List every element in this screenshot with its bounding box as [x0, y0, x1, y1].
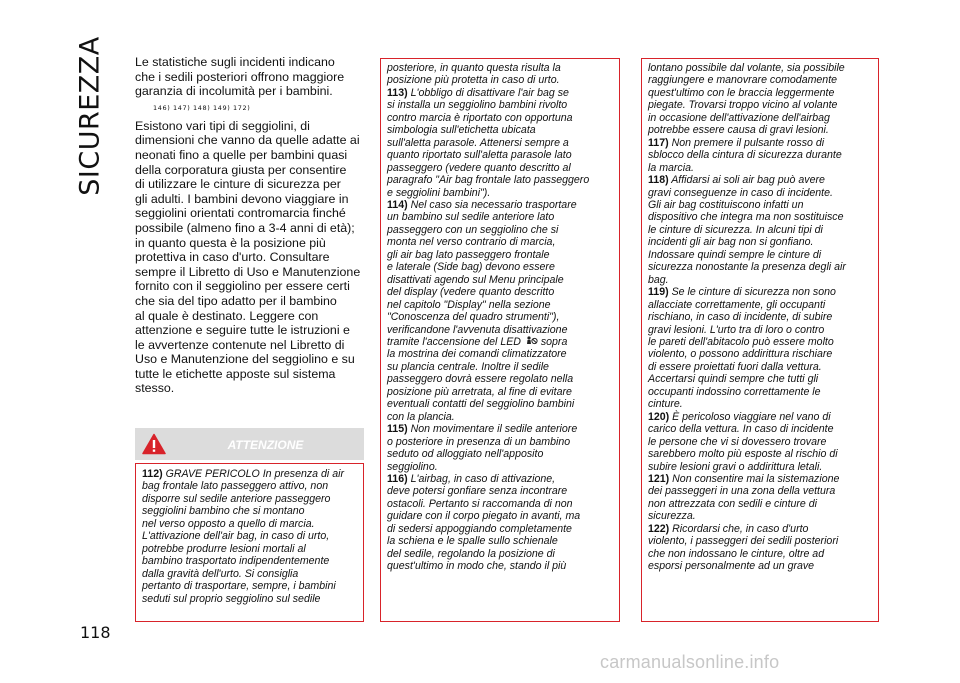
warning-number: 122): [648, 522, 670, 535]
warning-116: [387, 473, 613, 573]
warning-text: GRAVE PERICOLO In presenza di air bag frontale lato passeggero attivo, non disporre sul sedile anteriore passeggero seggiolini bambino che si montano nel verso opposto a quello di marcia. L'attivazione dell'air bag, in caso di urto, potrebbe produrre lesioni mortali al bambino trasportato indipendentemente dalla gravità dell'urto. Si consiglia pertanto di trasportare, sempre, i bambini seduti sul proprio seggiolino sul sedile: [142, 468, 344, 605]
warning-references: 146) 147) 148) 149) 172): [153, 103, 251, 112]
warning-114: [387, 199, 613, 423]
warning-text: Affidarsi ai soli air bag può avere gravi conseguenze in caso di incidente. Gli air bag costituiscono infatti un dispositivo che integra ma non sostituisce le cinture di sicurezza. In alcuni tipi di incidenti gli air bag non si gonfiano. Indossare quindi sempre le cinture di sicurezza nonostante la presenza degli air bag.: [648, 174, 846, 286]
warning-119: [648, 286, 872, 411]
warning-number: 119): [648, 286, 669, 299]
watermark-link[interactable]: carmanualsonline.info: [600, 652, 780, 672]
warning-117: [648, 137, 872, 174]
warning-number: 113): [387, 86, 408, 99]
page-number: 118: [80, 623, 111, 642]
warning-text: Ricordarsi che, in caso d'urto violento, i passeggeri dei sedili posteriori che non indossano le cinture, oltre ad esporsi personalmente ad un grave: [648, 522, 839, 573]
section-title-text: SICUREZZA: [74, 36, 106, 196]
warning-121: [648, 473, 872, 523]
warning-122: [648, 523, 872, 573]
warning-box-1: [135, 463, 364, 622]
column-1: [135, 55, 370, 396]
warning-text: Se le cinture di sicurezza non sono allacciate correttamente, gli occupanti rischiano, in caso di incidente, di subire gravi lesioni. L'urto tra di loro o contro le pareti dell'abitacolo può essere molto violento, o possono addirittura rischiare di essere proiettati fuori dalla vettura. Accertarsi quindi sempre che tutti gli occupanti indossino correttamente le cinture.: [648, 286, 836, 411]
warning-113: [387, 87, 613, 199]
warning-number: 112): [142, 468, 163, 480]
warning-number: 116): [387, 472, 408, 485]
warning-number: 117): [648, 136, 669, 149]
warning-number: 115): [387, 423, 408, 436]
warning-112: [142, 468, 357, 605]
warning-continuation: posteriore, in quanto questa risulta la posizione più protetta in caso di urto.: [387, 62, 561, 87]
warning-title: ATTENZIONE: [227, 438, 304, 452]
warning-text: Nel caso sia necessario trasportare un bambino sul sedile anteriore lato passeggero con un seggiolino che si monta nel verso contrario di marcia, gli air bag lato passeggero frontale e laterale (Side bag) devono essere disattivati agendo sul Menu principale del display (vedere quanto descritto nel capitolo "Display" nella sezione "Conoscenza del quadro strumenti"), verificandone l'avvenuta disattivazione tramite l'accensione del LED: [387, 198, 577, 348]
warning-header: [135, 428, 364, 460]
warning-text: L'obbligo di disattivare l'air bag se si installa un seggiolino bambini rivolto contro marcia è riportato con opportuna simbologia sull'etichetta ubicata sull'aletta parasole. Attenersi sempre a quanto riportato sull'aletta parasole lato passeggero (vedere quanto descritto al paragrafo "Air bag frontale lato passeggero e seggiolini bambini").: [387, 86, 590, 199]
intro-paragraph: Le statistiche sugli incidenti indicano che i sedili posteriori offrono maggiore garanzia di incolumità per i bambini.: [135, 55, 345, 99]
warning-text: L'airbag, in caso di attivazione, deve potersi gonfiare senza incontrare ostacoli. Pertanto si raccomanda di non guidare con il corpo piegato in avanti, ma di sedersi appoggiando completamente la schiena e le spalle sullo schienale del sedile, regolando la posizione di quest'ultimo in modo che, stando il più: [387, 472, 581, 573]
warning-115: [387, 423, 613, 473]
warning-number: 114): [387, 198, 408, 211]
warning-continuation: lontano possibile dal volante, sia possibile raggiungere e manovrare comodamente quest'ultimo con le braccia leggermente piegate. Trovarsi troppo vicino al volante in occasione dell'attivazione dell'airbag potrebbe essere causa di gravi lesioni.: [648, 62, 845, 137]
warning-number: 120): [648, 410, 670, 423]
warning-text: Non consentire mai la sistemazione dei passeggeri in una zona della vettura non attrezzata con sedili e cinture di sicurezza.: [648, 472, 840, 523]
warning-number: 121): [648, 472, 670, 485]
warning-box-2: [380, 58, 620, 622]
warning-120: [648, 411, 872, 473]
warning-text: Non premere il pulsante rosso di sblocco della cintura di sicurezza durante la marcia.: [648, 136, 842, 174]
warning-118: [648, 174, 872, 286]
warning-text: È pericoloso viaggiare nel vano di carico della vettura. In caso di incidente le persone che vi si dovessero trovare sarebbero molto più esposte al rischio di subire lesioni gravi o addirittura letali.: [648, 410, 838, 473]
warning-text: Non movimentare il sedile anteriore o posteriore in presenza di un bambino seduto od alloggiato nell'apposito seggiolino.: [387, 423, 578, 473]
warning-number: 118): [648, 174, 669, 187]
warning-text-after: sopra la mostrina dei comandi climatizzatore su plancia centrale. Inoltre il sedile passeggero dovrà essere regolato nella posizione più arretrata, al fine di evitare eventuali contatti del seggiolino bambini con la plancia.: [387, 335, 575, 423]
body-paragraph: Esistono vari tipi di seggiolini, di dimensioni che vanno da quelle adatte ai neonati fino a quelle per bambini quasi della corporatura giusta per consentire di utilizzare le cinture di sicurezza per gli adulti. I bambini devono viaggiare in seggiolini orientati contromarcia finché possibile (almeno fino a 3-4 anni di età); in quanto questa è la posizione più protettiva in caso d'urto. Consultare sempre il Libretto di Uso e Manutenzione fornito con il seggiolino per essere certi che sia del tipo adatto per il bambino al quale è destinato. Leggere con attenzione e seguire tutte le istruzioni e le avvertenze contenute nel Libretto di Uso e Manutenzione del seggiolino e su tutte le etichette apposte sul sistema stesso.: [135, 118, 361, 396]
warning-box-3: [641, 58, 879, 622]
section-title: [74, 36, 106, 196]
airbag-off-led-icon: [524, 336, 538, 346]
